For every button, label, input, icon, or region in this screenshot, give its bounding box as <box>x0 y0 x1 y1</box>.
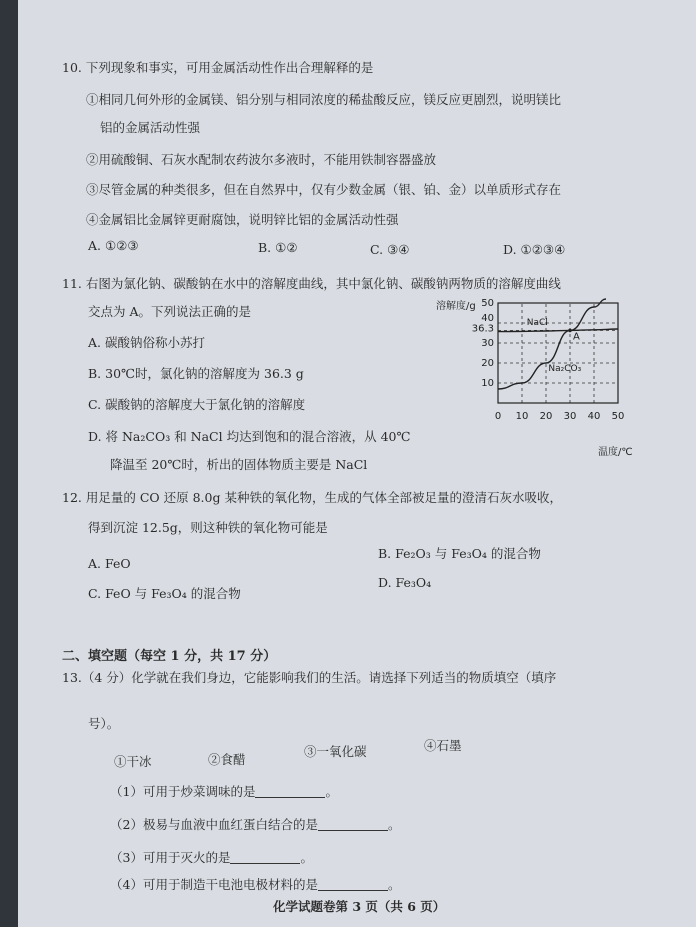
q13-choice-1: ①干冰 <box>114 754 152 769</box>
q11-option-a: A. 碳酸钠俗称小苏打 <box>88 335 205 350</box>
q10-statement-4: ④金属铝比金属锌更耐腐蚀，说明锌比铝的金属活动性强 <box>86 212 399 227</box>
q11-stem-cont: 交点为 A。下列说法正确的是 <box>88 304 252 319</box>
q10-stem: 10. 下列现象和事实，可用金属活动性作出合理解释的是 <box>62 60 374 75</box>
q11-option-d-cont: 降温至 20℃时，析出的固体物质主要是 NaCl <box>110 457 368 472</box>
q11-stem: 11. 右图为氯化钠、碳酸钠在水中的溶解度曲线，其中氯化钠、碳酸钠两物质的溶解度曲线 <box>62 276 561 291</box>
q13-part-3-text: （3）可用于灭火的是 <box>110 850 231 865</box>
series-label-0: NaCl <box>526 318 548 328</box>
q12-stem: 12. 用足量的 CO 还原 8.0g 某种铁的氧化物，生成的气体全部被足量的澄清石灰水吸收， <box>62 490 562 505</box>
chart-axes <box>498 303 618 403</box>
answer-blank-2[interactable] <box>318 818 388 831</box>
exam-page <box>18 0 696 927</box>
y-tick-label: 30 <box>481 338 494 349</box>
q12-option-c: C. FeO 与 Fe₃O₄ 的混合物 <box>88 586 241 601</box>
q10-option-b: B. ①② <box>258 240 298 255</box>
x-tick-label: 50 <box>611 411 625 422</box>
q13-choice-2: ②食醋 <box>208 752 246 767</box>
period: 。 <box>325 784 338 799</box>
answer-blank-1[interactable] <box>255 785 325 798</box>
q10-statement-1-cont: 铝的金属活动性强 <box>100 120 201 135</box>
y-tick-label: 36.3 <box>471 323 494 335</box>
intersection-label: A <box>573 331 580 343</box>
q10-option-c: C. ③④ <box>370 242 410 257</box>
x-tick-label: 0 <box>494 411 502 422</box>
intersection-point <box>568 329 572 333</box>
q13-part-2-text: （2）极易与血液中血红蛋白结合的是 <box>110 817 318 832</box>
q10-option-d: D. ①②③④ <box>503 242 566 257</box>
q12-option-d: D. Fe₃O₄ <box>378 575 432 590</box>
q13-choice-3: ③一氧化碳 <box>304 744 367 759</box>
q10-statement-1: ①相同几何外形的金属镁、铝分别与相同浓度的稀盐酸反应，镁反应更剧烈，说明镁比 <box>86 92 562 107</box>
x-tick-label: 40 <box>587 411 601 422</box>
y-tick-label: 40 <box>481 313 494 324</box>
x-tick-label: 20 <box>539 411 553 422</box>
q13-part-2 <box>110 815 400 833</box>
q10-option-a: A. ①②③ <box>88 238 139 253</box>
q13-part-1 <box>110 782 338 800</box>
period: 。 <box>300 850 313 865</box>
q11-option-c: C. 碳酸钠的溶解度大于氯化钠的溶解度 <box>88 397 306 412</box>
page-shadow-edge <box>0 0 18 927</box>
x-tick-label: 10 <box>515 411 529 422</box>
q11-option-b: B. 30℃时，氯化钠的溶解度为 36.3 g <box>88 366 304 381</box>
solubility-chart <box>428 295 638 460</box>
y-tick-label: 50 <box>481 298 494 309</box>
chart-series <box>498 299 618 389</box>
y-tick-label: 10 <box>481 378 494 389</box>
q12-option-a: A. FeO <box>88 556 131 571</box>
period: 。 <box>387 877 401 892</box>
q13-stem: 13.（4 分）化学就在我们身边，它能影响我们的生活。请选择下列适当的物质填空（填序 <box>62 670 557 685</box>
q13-part-3 <box>110 848 313 866</box>
q10-statement-3: ③尽管金属的种类很多，但在自然界中，仅有少数金属（银、铂、金）以单质形式存在 <box>86 182 562 197</box>
q13-part-4 <box>110 875 400 893</box>
section-heading-fill-in: 二、填空题（每空 1 分，共 17 分） <box>62 649 277 664</box>
answer-blank-4[interactable] <box>318 878 388 891</box>
series-label-1: Na₂CO₃ <box>548 364 582 374</box>
answer-blank-3[interactable] <box>230 851 300 864</box>
q13-part-4-text: （4）可用于制造干电池电极材料的是 <box>110 877 318 892</box>
x-tick-label: 30 <box>563 411 577 422</box>
chart-grid <box>498 303 618 403</box>
q10-statement-2: ②用硫酸铜、石灰水配制农药波尔多液时，不能用铁制容器盛放 <box>86 152 437 167</box>
y-tick-label: 20 <box>481 358 494 369</box>
chart-y-label: 溶解度/g <box>436 301 476 312</box>
chart-x-label: 温度/℃ <box>598 447 633 458</box>
q12-option-b: B. Fe₂O₃ 与 Fe₃O₄ 的混合物 <box>378 546 541 561</box>
period: 。 <box>387 817 401 832</box>
q13-part-1-text: （1）可用于炒菜调味的是 <box>110 784 256 799</box>
page-footer: 化学试题卷第 3 页（共 6 页） <box>273 899 446 914</box>
q12-stem-cont: 得到沉淀 12.5g，则这种铁的氧化物可能是 <box>88 520 328 535</box>
chart-frame <box>498 303 618 403</box>
q13-stem-cont: 号）。 <box>88 716 120 731</box>
series-line-1 <box>498 299 606 389</box>
q11-option-d: D. 将 Na₂CO₃ 和 NaCl 均达到饱和的混合溶液，从 40℃ <box>88 429 411 444</box>
q13-choice-4: ④石墨 <box>424 738 462 753</box>
